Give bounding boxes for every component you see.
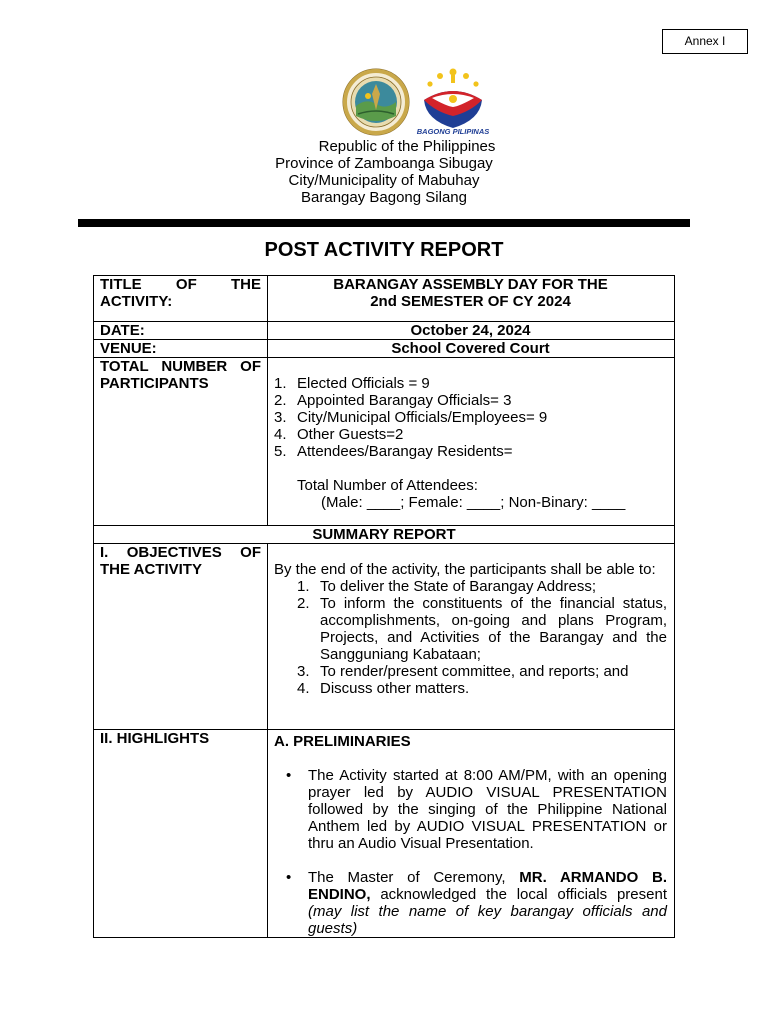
list-item: 1. To deliver the State of Barangay Address; — [297, 578, 596, 595]
row-title — [94, 276, 675, 322]
report-table — [93, 275, 675, 938]
venue-label: VENUE: — [94, 340, 268, 358]
gender-breakdown: (Male: ____; Female: ____; Non-Binary: ____ — [321, 494, 626, 511]
list-item: 1. Elected Officials = 9 — [274, 375, 430, 392]
row-venue — [94, 340, 675, 358]
barangay-seal-icon — [342, 68, 410, 136]
row-objectives — [94, 544, 675, 730]
list-item: 4. Discuss other matters. — [297, 680, 470, 697]
venue-value: School Covered Court — [268, 340, 675, 358]
header-republic: Republic of the Philippines — [318, 138, 496, 155]
header-barangay: Barangay Bagong Silang — [301, 189, 467, 206]
row-summary-header — [94, 526, 675, 544]
bullet-icon: • — [286, 869, 292, 886]
highlight-bullet-opening: • The Activity started at 8:00 AM/PM, with an opening prayer led by AUDIO VISUAL PRESENTATION followed by the singing of the Philippine National Anthem led by AUDIO VISUAL PRESENTATION or thru an Audio Visual Presentation. — [286, 767, 667, 852]
objectives-label: I. OBJECTIVES OF THE ACTIVITY — [94, 544, 268, 730]
bagong-pilipinas-logo — [410, 64, 496, 138]
date-label: DATE: — [94, 322, 268, 340]
objectives-value — [268, 544, 675, 730]
list-item: 3. To render/present committee, and reports; and — [297, 663, 629, 680]
annex-label: Annex I — [662, 29, 748, 54]
highlights-value — [268, 730, 675, 938]
list-item: 2. To inform the constituents of the financial status, accomplishments, on-going and plans Program, Projects, and Activities of the Barangay and the Sangguniang Kabataan; — [297, 595, 667, 663]
row-date — [94, 322, 675, 340]
activity-title-line1: BARANGAY ASSEMBLY DAY FOR THE — [333, 276, 608, 293]
list-item: 3. City/Municipal Officials/Employees= 9 — [274, 409, 548, 426]
summary-report-header: SUMMARY REPORT — [94, 526, 675, 544]
bullet-icon: • — [286, 767, 292, 784]
row-participants — [94, 358, 675, 526]
list-item: 5. Attendees/Barangay Residents= — [274, 443, 513, 460]
list-item: 4. Other Guests=2 — [274, 426, 404, 443]
preliminaries-heading: A. PRELIMINARIES — [274, 733, 411, 750]
date-value: October 24, 2024 — [268, 322, 675, 340]
participants-value — [268, 358, 675, 526]
logos — [342, 64, 502, 138]
bagong-pilipinas-wordmark: BAGONG PILIPINAS — [416, 127, 490, 136]
highlights-label: II. HIGHLIGHTS — [94, 730, 268, 938]
header-municipality: City/Municipality of Mabuhay — [288, 172, 480, 189]
objectives-list — [297, 578, 667, 697]
total-attendees: Total Number of Attendees: — [297, 477, 478, 494]
row-highlights — [94, 730, 675, 938]
activity-title — [268, 276, 675, 322]
participants-list — [274, 375, 667, 460]
objectives-intro: By the end of the activity, the participants shall be able to: — [274, 561, 656, 578]
highlight-bullet-emcee: • The Master of Ceremony, MR. ARMANDO B. ENDINO, acknowledged the local officials present (may list the name of key barangay officials and guests) — [286, 869, 667, 937]
activity-title-line2: 2nd SEMESTER OF CY 2024 — [370, 293, 571, 310]
participants-label: TOTAL NUMBER OF PARTICIPANTS — [94, 358, 268, 526]
header-province: Province of Zamboanga Sibugay — [275, 155, 493, 172]
letterhead — [0, 138, 768, 206]
title-label: TITLE OF THE ACTIVITY: — [94, 276, 268, 322]
header-divider — [78, 219, 690, 227]
list-item: 2. Appointed Barangay Officials= 3 — [274, 392, 512, 409]
report-title: POST ACTIVITY REPORT — [264, 239, 504, 261]
